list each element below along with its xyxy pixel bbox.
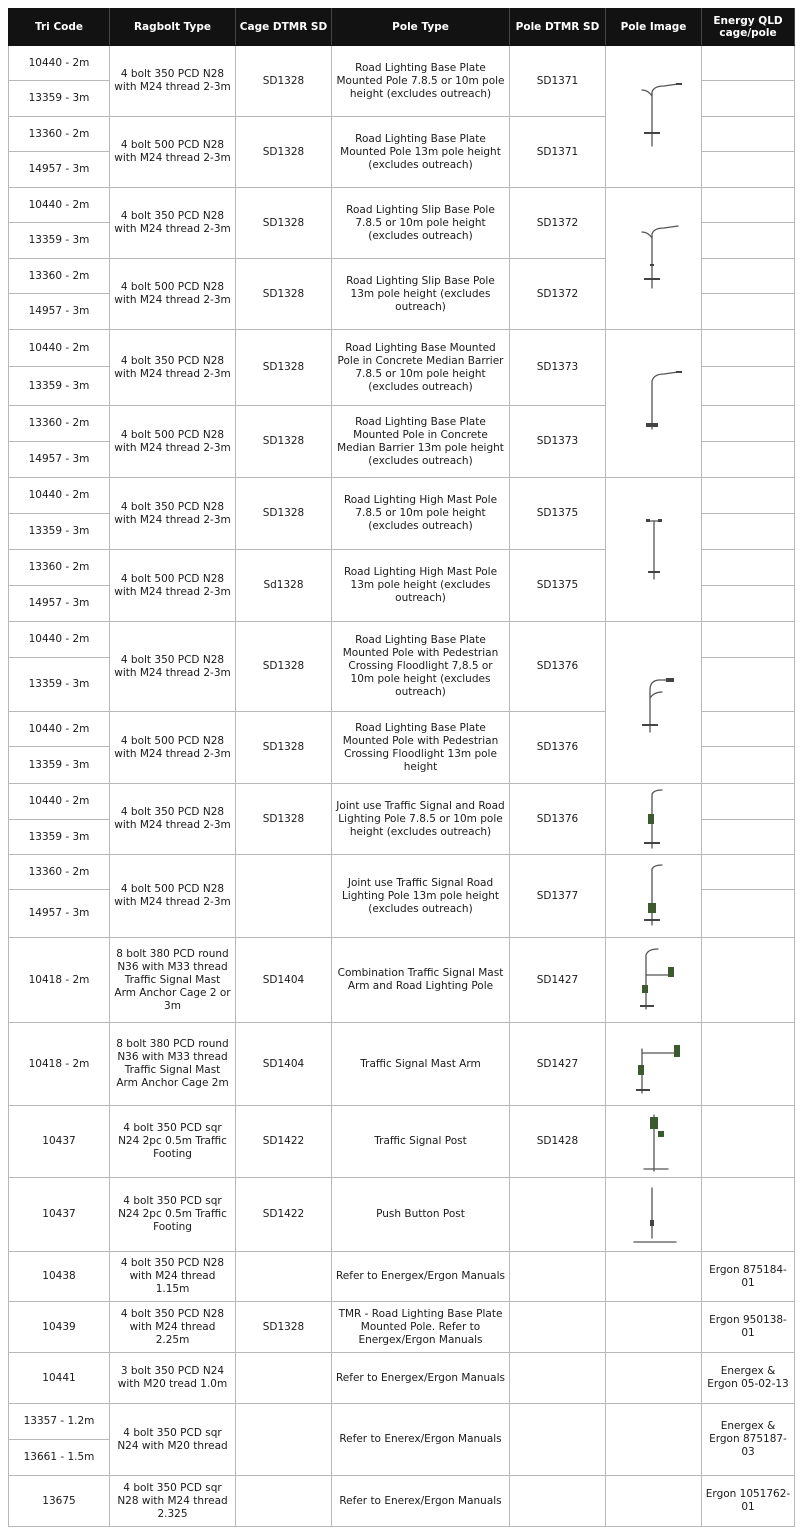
pole-type-cell: Road Lighting High Mast Pole 13m pole height (excludes outreach) [332, 550, 510, 622]
push-button-post-icon [624, 1180, 684, 1250]
pole-sd-cell [510, 1404, 606, 1476]
energy-qld-cell [702, 855, 795, 890]
table-row [9, 784, 795, 820]
header-ragbolt-type: Ragbolt Type [110, 9, 236, 46]
tri-code-cell: 13359 - 3m [9, 820, 110, 855]
pole-sd-cell: SD1428 [510, 1106, 606, 1178]
header-row [9, 9, 795, 46]
pole-sd-cell [510, 1178, 606, 1252]
cage-sd-cell: SD1328 [236, 478, 332, 550]
tri-code-cell: 13359 - 3m [9, 81, 110, 117]
tri-code-cell: 10441 [9, 1353, 110, 1404]
energy-qld-cell [702, 784, 795, 820]
pole-image-cell [606, 855, 702, 938]
traffic-signal-mast-arm-icon [624, 1029, 684, 1099]
pole-image-cell [606, 1476, 702, 1527]
energy-qld-cell [702, 550, 795, 586]
ragbolt-type-cell: 4 bolt 500 PCD N28 with M24 thread 2-3m [110, 855, 236, 938]
tri-code-cell: 10439 [9, 1302, 110, 1353]
pole-image-cell [606, 330, 702, 478]
ragbolt-type-cell: 8 bolt 380 PCD round N36 with M33 thread Traffic Signal Mast Arm Anchor Cage 2 or 3m [110, 938, 236, 1023]
table-row [9, 855, 795, 890]
pole-image-cell [606, 622, 702, 784]
tri-code-cell: 13359 - 3m [9, 367, 110, 406]
pole-type-cell: Combination Traffic Signal Mast Arm and Road Lighting Pole [332, 938, 510, 1023]
tri-code-cell: 13360 - 2m [9, 117, 110, 152]
ragbolt-type-cell: 4 bolt 500 PCD N28 with M24 thread 2-3m [110, 259, 236, 330]
pole-type-cell: Road Lighting Base Mounted Pole in Concrete Median Barrier 7.8.5 or 10m pole height (excludes outreach) [332, 330, 510, 406]
energy-qld-cell [702, 1023, 795, 1106]
cage-sd-cell: SD1328 [236, 1302, 332, 1353]
pole-type-cell: TMR - Road Lighting Base Plate Mounted Pole. Refer to Energex/Ergon Manuals [332, 1302, 510, 1353]
pole-type-cell: Refer to Enerex/Ergon Manuals [332, 1404, 510, 1476]
energy-qld-cell [702, 586, 795, 622]
pole-image-cell [606, 188, 702, 330]
table-row [9, 330, 795, 367]
pole-type-cell: Refer to Enerex/Ergon Manuals [332, 1476, 510, 1527]
pole-sd-cell: SD1427 [510, 1023, 606, 1106]
pole-sd-cell: SD1371 [510, 117, 606, 188]
pole-sd-cell [510, 1476, 606, 1527]
pole-sd-cell: SD1376 [510, 622, 606, 712]
table-row [9, 1476, 795, 1527]
pole-sd-cell: SD1372 [510, 188, 606, 259]
tri-code-cell: 13360 - 2m [9, 550, 110, 586]
cage-sd-cell: SD1404 [236, 1023, 332, 1106]
energy-qld-cell [702, 330, 795, 367]
pole-cage-table [8, 8, 795, 1527]
energy-qld-cell [702, 938, 795, 1023]
pole-sd-cell: SD1372 [510, 259, 606, 330]
joint-use-pole-icon [624, 784, 684, 854]
energy-qld-cell [702, 658, 795, 712]
energy-qld-cell [702, 442, 795, 478]
tri-code-cell: 10438 [9, 1252, 110, 1302]
floodlight-pole-icon [624, 668, 684, 738]
table-row [9, 188, 795, 223]
ragbolt-type-cell: 4 bolt 350 PCD N28 with M24 thread 2-3m [110, 478, 236, 550]
pole-sd-cell [510, 1302, 606, 1353]
ragbolt-type-cell: 8 bolt 380 PCD round N36 with M33 thread Traffic Signal Mast Arm Anchor Cage 2m [110, 1023, 236, 1106]
cage-sd-cell: SD1422 [236, 1106, 332, 1178]
tri-code-cell: 10437 [9, 1178, 110, 1252]
pole-type-cell: Push Button Post [332, 1178, 510, 1252]
tri-code-cell: 14957 - 3m [9, 586, 110, 622]
base-plate-pole-icon [624, 82, 684, 152]
table-row [9, 1302, 795, 1353]
tri-code-cell: 13360 - 2m [9, 259, 110, 294]
tri-code-cell: 10440 - 2m [9, 188, 110, 223]
energy-qld-cell [702, 1106, 795, 1178]
cage-sd-cell: SD1422 [236, 1178, 332, 1252]
tri-code-cell: 10440 - 2m [9, 46, 110, 81]
header-pole-dtmr-sd: Pole DTMR SD [510, 9, 606, 46]
high-mast-pole-icon [624, 515, 684, 585]
pole-image-cell [606, 1404, 702, 1476]
energy-qld-cell [702, 294, 795, 330]
table-row [9, 1178, 795, 1252]
header-cage-dtmr-sd: Cage DTMR SD [236, 9, 332, 46]
energy-qld-cell [702, 152, 795, 188]
pole-type-cell: Road Lighting High Mast Pole 7.8.5 or 10m pole height (excludes outreach) [332, 478, 510, 550]
pole-sd-cell: SD1376 [510, 784, 606, 855]
cage-sd-cell: SD1328 [236, 46, 332, 117]
energy-qld-cell: Ergon 875184-01 [702, 1252, 795, 1302]
pole-sd-cell: SD1371 [510, 46, 606, 117]
energy-qld-cell: Ergon 1051762-01 [702, 1476, 795, 1527]
pole-type-cell: Road Lighting Base Plate Mounted Pole 13m pole height (excludes outreach) [332, 117, 510, 188]
cage-sd-cell [236, 1252, 332, 1302]
energy-qld-cell [702, 259, 795, 294]
slip-base-pole-icon [624, 224, 684, 294]
pole-image-cell [606, 1106, 702, 1178]
cage-sd-cell: SD1328 [236, 712, 332, 784]
pole-sd-cell [510, 1353, 606, 1404]
ragbolt-type-cell: 4 bolt 500 PCD N28 with M24 thread 2-3m [110, 117, 236, 188]
energy-qld-cell [702, 367, 795, 406]
energy-qld-cell: Energex & Ergon 05-02-13 [702, 1353, 795, 1404]
table-row [9, 1404, 795, 1440]
pole-type-cell: Joint use Traffic Signal Road Lighting Pole 13m pole height (excludes outreach) [332, 855, 510, 938]
header-energy-qld: Energy QLD cage/pole [702, 9, 795, 46]
table-row [9, 46, 795, 81]
energy-qld-cell [702, 622, 795, 658]
energy-qld-cell [702, 712, 795, 747]
specification-table-wrapper [8, 8, 794, 1527]
ragbolt-type-cell: 4 bolt 350 PCD N28 with M24 thread 1.15m [110, 1252, 236, 1302]
tri-code-cell: 14957 - 3m [9, 442, 110, 478]
cage-sd-cell: SD1404 [236, 938, 332, 1023]
tri-code-cell: 10440 - 2m [9, 712, 110, 747]
pole-type-cell: Road Lighting Slip Base Pole 13m pole height (excludes outreach) [332, 259, 510, 330]
energy-qld-cell [702, 747, 795, 784]
tri-code-cell: 13661 - 1.5m [9, 1440, 110, 1476]
pole-type-cell: Joint use Traffic Signal and Road Lighting Pole 7.8.5 or 10m pole height (excludes outreach) [332, 784, 510, 855]
pole-type-cell: Road Lighting Slip Base Pole 7.8.5 or 10m pole height (excludes outreach) [332, 188, 510, 259]
cage-sd-cell [236, 855, 332, 938]
pole-sd-cell: SD1375 [510, 550, 606, 622]
ragbolt-type-cell: 4 bolt 350 PCD N28 with M24 thread 2.25m [110, 1302, 236, 1353]
ragbolt-type-cell: 4 bolt 500 PCD N28 with M24 thread 2-3m [110, 550, 236, 622]
pole-sd-cell: SD1427 [510, 938, 606, 1023]
tri-code-cell: 10418 - 2m [9, 938, 110, 1023]
tri-code-cell: 14957 - 3m [9, 890, 110, 938]
energy-qld-cell: Energex & Ergon 875187- 03 [702, 1404, 795, 1476]
ragbolt-type-cell: 4 bolt 350 PCD N28 with M24 thread 2-3m [110, 784, 236, 855]
tri-code-cell: 13360 - 2m [9, 855, 110, 890]
tri-code-cell: 13357 - 1.2m [9, 1404, 110, 1440]
pole-sd-cell [510, 1252, 606, 1302]
cage-sd-cell [236, 1476, 332, 1527]
table-row [9, 478, 795, 514]
pole-sd-cell: SD1373 [510, 330, 606, 406]
pole-type-cell: Refer to Energex/Ergon Manuals [332, 1252, 510, 1302]
energy-qld-cell [702, 890, 795, 938]
pole-type-cell: Road Lighting Base Plate Mounted Pole with Pedestrian Crossing Floodlight 13m pole height [332, 712, 510, 784]
pole-sd-cell: SD1373 [510, 406, 606, 478]
energy-qld-cell [702, 46, 795, 81]
energy-qld-cell: Ergon 950138-01 [702, 1302, 795, 1353]
ragbolt-type-cell: 4 bolt 350 PCD N28 with M24 thread 2-3m [110, 330, 236, 406]
pole-type-cell: Traffic Signal Mast Arm [332, 1023, 510, 1106]
ragbolt-type-cell: 4 bolt 350 PCD N28 with M24 thread 2-3m [110, 46, 236, 117]
ragbolt-type-cell: 3 bolt 350 PCD N24 with M20 tread 1.0m [110, 1353, 236, 1404]
ragbolt-type-cell: 4 bolt 350 PCD sqr N24 2pc 0.5m Traffic Footing [110, 1178, 236, 1252]
cage-sd-cell: SD1328 [236, 406, 332, 478]
combination-mast-arm-icon [624, 945, 684, 1015]
ragbolt-type-cell: 4 bolt 500 PCD N28 with M24 thread 2-3m [110, 712, 236, 784]
median-barrier-pole-icon [624, 369, 684, 439]
energy-qld-cell [702, 514, 795, 550]
tri-code-cell: 13359 - 3m [9, 658, 110, 712]
energy-qld-cell [702, 406, 795, 442]
ragbolt-type-cell: 4 bolt 350 PCD N28 with M24 thread 2-3m [110, 188, 236, 259]
energy-qld-cell [702, 117, 795, 152]
ragbolt-type-cell: 4 bolt 500 PCD N28 with M24 thread 2-3m [110, 406, 236, 478]
tri-code-cell: 10440 - 2m [9, 330, 110, 367]
pole-image-cell [606, 1252, 702, 1302]
pole-type-cell: Road Lighting Base Plate Mounted Pole in Concrete Median Barrier 13m pole height (excludes outreach) [332, 406, 510, 478]
table-body [9, 46, 795, 1527]
header-pole-image: Pole Image [606, 9, 702, 46]
pole-image-cell [606, 1023, 702, 1106]
ragbolt-type-cell: 4 bolt 350 PCD sqr N28 with M24 thread 2.325 [110, 1476, 236, 1527]
tri-code-cell: 10440 - 2m [9, 478, 110, 514]
table-row [9, 1023, 795, 1106]
energy-qld-cell [702, 81, 795, 117]
pole-image-cell [606, 784, 702, 855]
tri-code-cell: 13360 - 2m [9, 406, 110, 442]
cage-sd-cell: SD1328 [236, 330, 332, 406]
table-row [9, 1106, 795, 1178]
energy-qld-cell [702, 820, 795, 855]
cage-sd-cell [236, 1353, 332, 1404]
pole-sd-cell: SD1375 [510, 478, 606, 550]
joint-use-tall-pole-icon [624, 861, 684, 931]
pole-sd-cell: SD1377 [510, 855, 606, 938]
cage-sd-cell [236, 1404, 332, 1476]
energy-qld-cell [702, 188, 795, 223]
pole-image-cell [606, 1302, 702, 1353]
cage-sd-cell: SD1328 [236, 188, 332, 259]
pole-sd-cell: SD1376 [510, 712, 606, 784]
tri-code-cell: 13359 - 3m [9, 514, 110, 550]
table-row [9, 1252, 795, 1302]
pole-type-cell: Road Lighting Base Plate Mounted Pole with Pedestrian Crossing Floodlight 7,8.5 or 10m pole height (excludes outreach) [332, 622, 510, 712]
pole-type-cell: Traffic Signal Post [332, 1106, 510, 1178]
tri-code-cell: 14957 - 3m [9, 152, 110, 188]
tri-code-cell: 13359 - 3m [9, 747, 110, 784]
ragbolt-type-cell: 4 bolt 350 PCD sqr N24 with M20 thread [110, 1404, 236, 1476]
cage-sd-cell: SD1328 [236, 117, 332, 188]
cage-sd-cell: SD1328 [236, 259, 332, 330]
cage-sd-cell: SD1328 [236, 784, 332, 855]
table-row [9, 1353, 795, 1404]
header-tri-code: Tri Code [9, 9, 110, 46]
table-row [9, 622, 795, 658]
cage-sd-cell: SD1328 [236, 622, 332, 712]
pole-image-cell [606, 478, 702, 622]
pole-type-cell: Refer to Energex/Ergon Manuals [332, 1353, 510, 1404]
header-pole-type: Pole Type [332, 9, 510, 46]
tri-code-cell: 10418 - 2m [9, 1023, 110, 1106]
energy-qld-cell [702, 478, 795, 514]
tri-code-cell: 10440 - 2m [9, 784, 110, 820]
pole-image-cell [606, 46, 702, 188]
ragbolt-type-cell: 4 bolt 350 PCD sqr N24 2pc 0.5m Traffic Footing [110, 1106, 236, 1178]
ragbolt-type-cell: 4 bolt 350 PCD N28 with M24 thread 2-3m [110, 622, 236, 712]
pole-image-cell [606, 1353, 702, 1404]
energy-qld-cell [702, 223, 795, 259]
pole-image-cell [606, 1178, 702, 1252]
tri-code-cell: 14957 - 3m [9, 294, 110, 330]
tri-code-cell: 13675 [9, 1476, 110, 1527]
tri-code-cell: 10440 - 2m [9, 622, 110, 658]
tri-code-cell: 13359 - 3m [9, 223, 110, 259]
table-row [9, 938, 795, 1023]
cage-sd-cell: Sd1328 [236, 550, 332, 622]
tri-code-cell: 10437 [9, 1106, 110, 1178]
pole-type-cell: Road Lighting Base Plate Mounted Pole 7.8.5 or 10m pole height (excludes outreach) [332, 46, 510, 117]
energy-qld-cell [702, 1178, 795, 1252]
pole-image-cell [606, 938, 702, 1023]
traffic-signal-post-icon [624, 1107, 684, 1177]
